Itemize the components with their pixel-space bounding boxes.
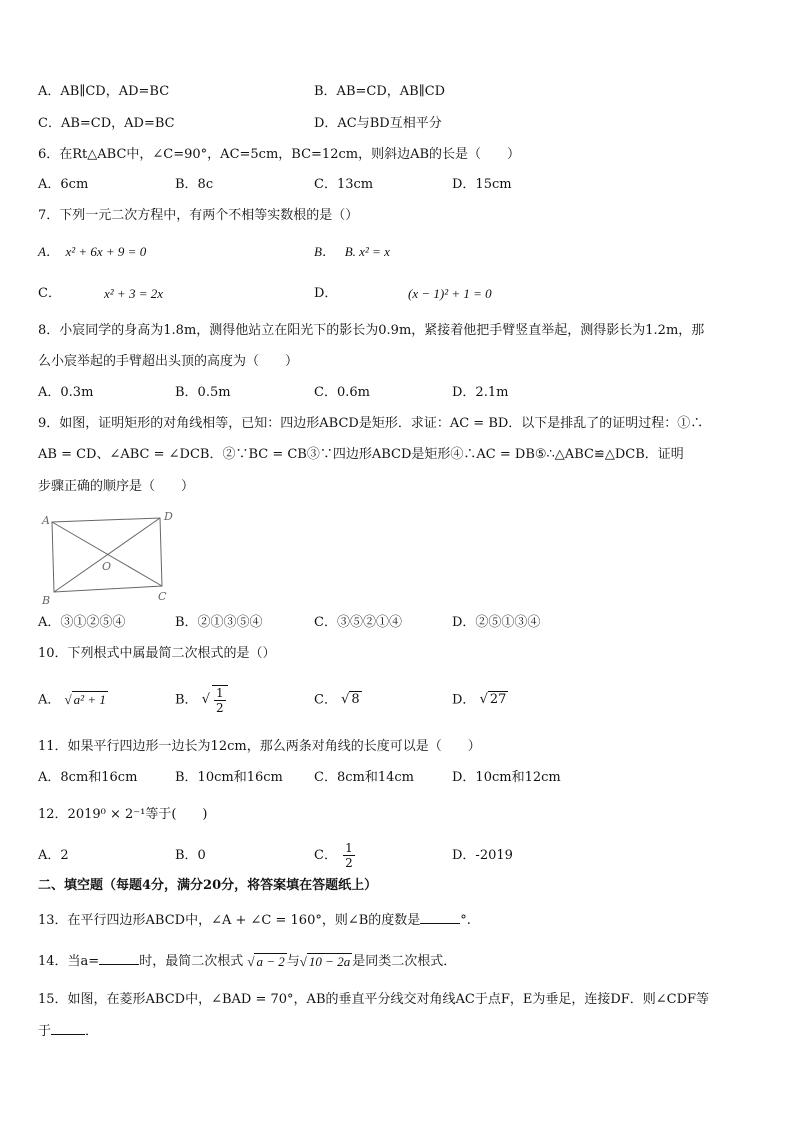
q8-options [38, 383, 764, 403]
q5-option-b: B．AB=CD，AB∥CD [314, 84, 446, 99]
q11-option-d: D．10cm和12cm [452, 770, 561, 785]
q10-option-c [314, 682, 362, 719]
q15-line-1: 15．如图，在菱形ABCD中，∠BAD = 70°，AB的垂直平分线交对角线AC于点F，E为垂足，连接DF．则∠CDF等 [38, 992, 710, 1007]
q13-text-post: °. [460, 913, 471, 928]
section-2-heading: 二、填空题（每题4分，满分20分，将答案填在答题纸上） [38, 878, 378, 893]
q14-text-mid: 时，最简二次根式 [139, 954, 244, 969]
q7-stem: 7．下列一元二次方程中，有两个不相等实数根的是（） [38, 208, 359, 223]
q6-option-c: C．13cm [314, 177, 374, 192]
q12-options [38, 838, 764, 874]
q10-option-c-radical: √ 8 [341, 692, 360, 707]
q10-option-d-radicand: 27 [489, 692, 507, 707]
q14-radicand-1: a − 2 [256, 953, 285, 969]
q12-stem: 12．2019⁰ × 2⁻¹等于( ) [38, 807, 208, 822]
q15-answer-blank[interactable] [51, 1020, 85, 1035]
q7-option-b: B． B. x² = x [314, 244, 390, 259]
q11-options [38, 768, 764, 788]
q14-radical-2: √ 10 − 2a [299, 953, 351, 969]
q10-option-a-label: A． [38, 692, 61, 708]
q8-line-1: 8．小宸同学的身高为1.8m，测得他站立在阳光下的影长为0.9m，紧接着他把手臂竖直举起，测得影长为1.2m，那 [38, 323, 705, 338]
q10-option-b-radical: √ $\frac{1}{2}$ [202, 682, 230, 718]
q10-option-b [175, 682, 230, 719]
q9-options [38, 613, 764, 633]
q6-option-a: A．6cm [38, 177, 89, 192]
q11-option-a: A．8cm和16cm [38, 770, 138, 785]
q6-stem: 6．在Rt△ABC中，∠C=90°，AC=5cm，BC=12cm，则斜边AB的长是（ ） [38, 147, 521, 162]
q8-line-2: 么小宸举起的手臂超出头顶的高度为（ ） [38, 354, 299, 369]
fig-label-b: B [42, 594, 51, 607]
q9-option-d: D．②⑤①③④ [452, 615, 541, 630]
q12-option-c-fraction [343, 841, 355, 870]
q7-option-d-expr: (x − 1)² + 1 = 0 [408, 286, 492, 301]
q7-options-row-2 [38, 284, 764, 304]
q12-option-a: A．2 [38, 848, 69, 863]
q10-stem: 10．下列根式中属最简二次根式的是（） [38, 646, 276, 661]
fig-label-a: A [42, 514, 50, 527]
q15-line-2 [38, 1020, 98, 1041]
rectangle-diagram [40, 508, 180, 608]
q10-option-c-radicand: 8 [351, 692, 360, 707]
q14-radical-1: √ a − 2 [247, 953, 285, 969]
q9-line-3: 步骤正确的顺序是（ ） [38, 479, 195, 494]
q12-option-c-den: 2 [345, 856, 353, 870]
q8-option-a: A．0.3m [38, 385, 94, 400]
q11-stem: 11．如果平行四边形一边长为12cm，那么两条对角线的长度可以是（ ） [38, 739, 481, 754]
q15-text-pre: 于 [38, 1024, 52, 1039]
q6-options [38, 175, 764, 195]
q10-option-d [452, 682, 508, 719]
q14 [38, 950, 456, 971]
q10-option-d-radical: √ 27 [479, 692, 507, 707]
q12-option-c [314, 838, 357, 874]
q9-option-c: C．③⑤②①④ [314, 615, 402, 630]
fig-label-c: C [158, 590, 167, 603]
q6-option-b: B．8c [175, 177, 214, 192]
q7-options-row-1 [38, 242, 764, 262]
q10-option-a-radical: √ a² + 1 [64, 692, 106, 707]
q11-option-b: B．10cm和16cm [175, 770, 283, 785]
q9-line-2: AB = CD、∠ABC = ∠DCB．②∵BC = CB③∵四边形ABCD是矩形④∴AC = DB⑤∴△ABC≌△DCB．证明 [38, 447, 684, 462]
q6-option-d: D．15cm [452, 177, 512, 192]
q5-option-c: C．AB=CD，AD=BC [38, 116, 175, 131]
q10-option-b-den: 2 [216, 700, 224, 715]
fig-label-d: D [164, 510, 173, 523]
q12-option-b: B．0 [175, 848, 206, 863]
q5-options-row-1 [38, 82, 764, 102]
q13-answer-blank[interactable] [420, 909, 460, 924]
q5-options-row-2 [38, 114, 764, 134]
q10-option-b-fraction [212, 685, 228, 715]
q10-option-b-label: B． [175, 692, 198, 708]
q10-option-a [38, 682, 108, 719]
q7-option-c-expr: x² + 3 = 2x [104, 286, 163, 301]
q7-option-a: A． x² + 6x + 9 = 0 [38, 244, 147, 259]
q11-option-c: C．8cm和14cm [314, 770, 414, 785]
q12-option-c-num: 1 [345, 841, 353, 855]
q8-option-c: C．0.6m [314, 385, 370, 400]
q10-option-a-radicand: a² + 1 [73, 692, 106, 707]
q5-option-d: D．AC与BD互相平分 [314, 116, 442, 131]
q14-answer-blank[interactable] [99, 950, 139, 965]
q14-text-post: 是同类二次根式． [352, 954, 457, 969]
fig-label-o: O [102, 560, 112, 573]
q8-option-d: D．2.1m [452, 385, 509, 400]
q9-option-a: A．③①②⑤④ [38, 615, 126, 630]
q14-text-and: 与 [286, 954, 300, 969]
q5-option-a: A．AB∥CD，AD=BC [38, 84, 170, 99]
q14-text-pre: 14．当a= [38, 954, 100, 969]
q9-option-b: B．②①③⑤④ [175, 615, 263, 630]
q14-radicand-2: 10 − 2a [308, 953, 351, 969]
q10-option-d-label: D． [452, 692, 476, 708]
q9-line-1: 9．如图，证明矩形的对角线相等，已知：四边形ABCD是矩形．求证：AC = BD．以下是排乱了的证明过程：①∴ [38, 416, 704, 431]
q7-option-d-label: D． [314, 286, 338, 301]
q10-option-c-label: C． [314, 692, 337, 708]
q13-text-pre: 13．在平行四边形ABCD中，∠A + ∠C = 160°，则∠B的度数是 [38, 913, 421, 928]
q15-text-post: ． [85, 1024, 99, 1039]
q12-option-d: D．-2019 [452, 848, 513, 863]
q10-options [38, 682, 764, 718]
q7-option-c-label: C． [38, 286, 61, 301]
q12-option-c-label: C． [314, 848, 337, 863]
q8-option-b: B．0.5m [175, 385, 231, 400]
q10-option-b-num: 1 [216, 685, 224, 700]
q13 [38, 909, 471, 930]
